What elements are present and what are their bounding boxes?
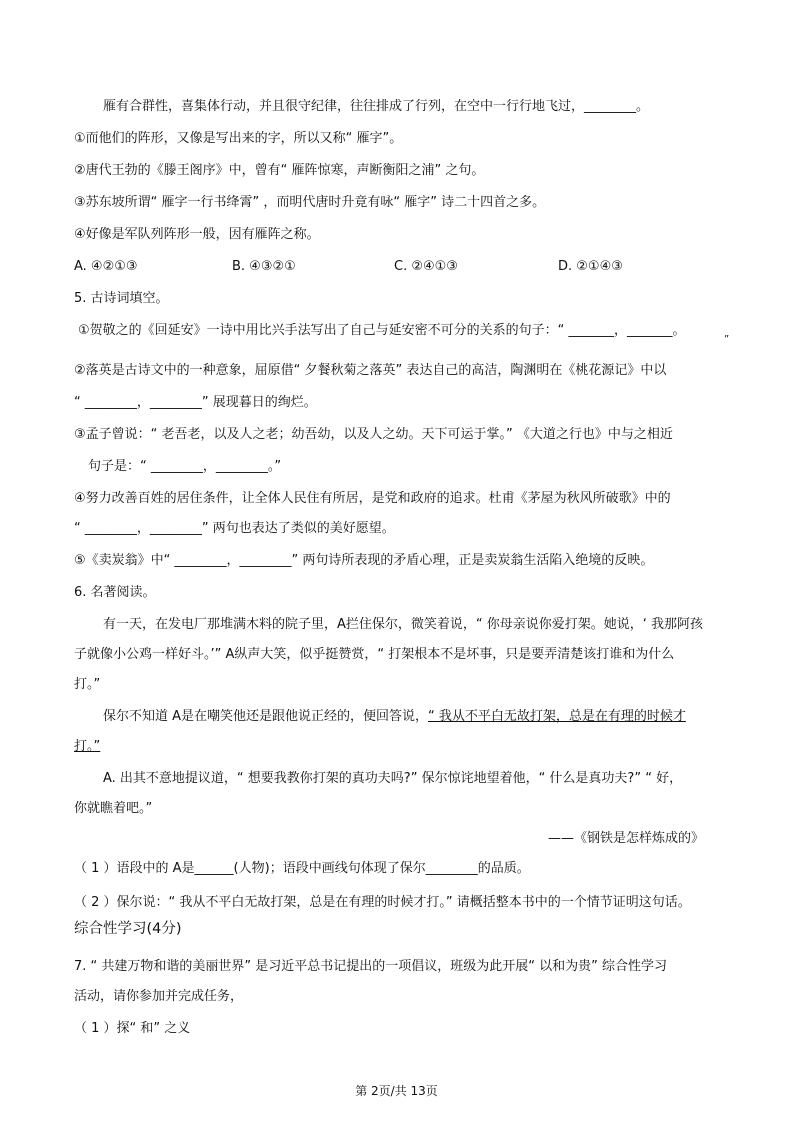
excerpt-source: ——《钢铁是怎样炼成的》 (548, 831, 705, 846)
excerpt-p3-cont: 你就瞧着吧。” (74, 801, 153, 816)
sub-question-1: （ 1 ）语段中的 A是______(人物)；语段中画线句体现了保尔________的品质。 (74, 861, 530, 876)
q5-item-3: ③孟子曾说：“ 老吾老，以及人之老；幼吾幼，以及人之幼。天下可运于掌。” 《大道之行也》中与之相近 (74, 427, 673, 442)
q5-item-4-cont: “ ________，________” 两句也表达了类似的美好愿望。 (74, 521, 395, 536)
excerpt-p1: 有一天，在发电厂那堆满木料的院子里，A拦住保尔，微笑着说，“ 你母亲说你爱打架。她说，‘ 我那阿孩 (103, 617, 704, 632)
q5-item-2: ②落英是古诗文中的一种意象，屈原借“ 夕餐秋菊之落英” 表达自己的高洁，陶渊明在《桃花源记》中以 (74, 363, 667, 378)
sentence-1: ①而他们的阵形，又像是写出来的字，所以又称“ 雁字”。 (74, 131, 403, 146)
option-b: B. ④③②① (232, 259, 296, 274)
sub-question-2: （ 2 ）保尔说：“ 我从不平白无故打架，总是在有理的时候才打。” 请概括整本书中的一个情节证明这句话。 (74, 895, 691, 910)
passage-line: 雁有合群性，喜集体行动，并且很守纪律，往往排成了行列，在空中一行行地飞过，________。 (103, 99, 650, 114)
sentence-4: ④好像是军队列阵形一般，因有雁阵之称。 (74, 227, 320, 242)
sentence-2: ②唐代王勃的《滕王阁序》中，曾有“ 雁阵惊寒，声断衡阳之浦” 之句。 (74, 163, 485, 178)
sentence-3: ③苏东坡所谓“ 雁字一行书绛霄” ，而明代唐时升竟有咏“ 雁字” 诗二十四首之多。 (74, 195, 546, 210)
question-7: 7. “ 共建万物和谐的美丽世界” 是习近平总书记提出的一项倡议，班级为此开展“ 以和为贵” 综合性学习 (74, 959, 668, 974)
q5-item-5: ⑤《卖炭翁》中“ ________，________” 两句诗所表现的矛盾心理，正是卖炭翁生活陷入绝境的反映。 (74, 553, 654, 568)
page-number: 第 2页/共 13页 (355, 1084, 438, 1098)
underlined-sentence-end: 打。” (74, 739, 101, 754)
q5-item-3-cont: 句子是：“ ________，________。” (88, 459, 282, 474)
underlined-sentence: “ 我从不平白无故打架，总是在有理的时候才 (428, 709, 686, 724)
excerpt-p3: A. 出其不意地提议道，“ 想要我教你打架的真功夫吗?” 保尔惊诧地望着他，“ 什么是真功夫?” “ 好， (103, 771, 683, 786)
question-7-cont: 活动，请你参加并完成任务， (74, 989, 244, 1004)
excerpt-p2 (103, 708, 686, 726)
excerpt-p1-cont: 子就像小公鸡一样好斗。’” A纵声大笑，似乎挺赞赏，“ 打架根本不是坏事，只是要弄清楚该打谁和为什么 (74, 647, 675, 662)
question-5-title: 5. 古诗词填空。 (74, 291, 169, 306)
excerpt-p2-text: 保尔不知道 A是在嘲笑他还是跟他说正经的，便回答说， (103, 709, 429, 724)
q5-item-4: ④努力改善百姓的居住条件，让全体人民住有所居，是党和政府的追求。杜甫《茅屋为秋风所破歌》中的 (74, 491, 671, 506)
option-c: C. ②④①③ (394, 259, 458, 274)
question-7-sub-1: （ 1 ）探“ 和” 之义 (74, 1021, 191, 1036)
option-a: A. ④②①③ (74, 259, 138, 274)
excerpt-p2-end (74, 738, 100, 756)
section-heading: 综合性学习(4分) (74, 921, 182, 937)
q5-item-1: ①贺敬之的《回延安》一诗中用比兴手法写出了自己与延安密不可分的关系的句子：“ _______，_______。 (78, 323, 686, 338)
excerpt-p1-end: 打。” (74, 677, 101, 692)
q5-item-1-quote: ” (724, 334, 730, 345)
question-6-title: 6. 名著阅读。 (74, 585, 156, 600)
q5-item-2-cont: “ ________，________” 展现暮日的绚烂。 (74, 395, 317, 410)
option-d: D. ②①④③ (558, 259, 623, 274)
